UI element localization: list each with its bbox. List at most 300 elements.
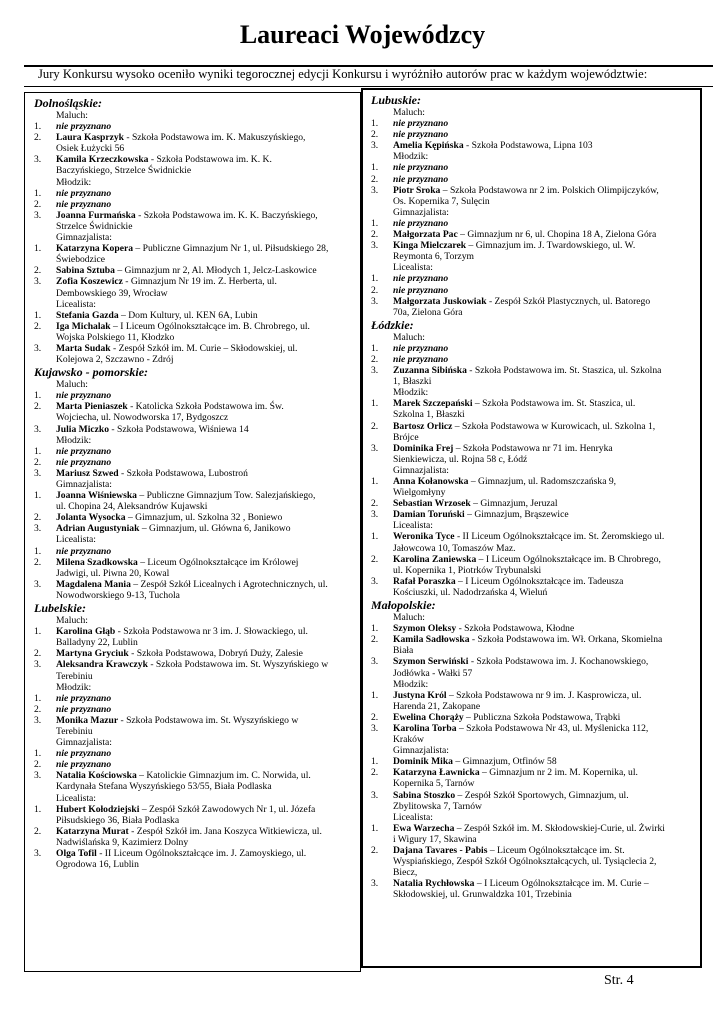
page-number: Str. 4: [604, 973, 634, 988]
entry-text: [393, 354, 696, 365]
entry-number: 1.: [34, 748, 42, 760]
laureate-name: Katarzyna Murat: [56, 825, 129, 837]
entry-text: [56, 424, 356, 435]
entry-number: 3.: [371, 442, 379, 454]
laureate-entry: [371, 296, 696, 318]
entry-number: 1.: [34, 390, 42, 402]
school-info: – Zespół Szkół Licealnych i Agrotechnicznych, ul.: [130, 578, 328, 590]
entry-text: [393, 723, 696, 745]
entry-number: 3.: [371, 184, 379, 196]
region-heading: Kujawsko - pomorskie:: [34, 365, 149, 380]
laureate-entry: [34, 446, 356, 457]
entry-number: 2.: [34, 320, 42, 332]
school-info: – Publiczna Szkoła Podstawowa, Trąbki: [463, 711, 621, 723]
category-label: Licealista:: [393, 811, 433, 823]
entry-text: [393, 365, 696, 387]
entry-text: [56, 626, 356, 648]
laureate-entry: [371, 498, 696, 509]
entry-number: 2.: [371, 173, 379, 185]
entry-number: 2.: [371, 284, 379, 296]
laureate-entry: [371, 229, 696, 240]
school-info: - Szkoła Podstawowa im. St. Staszica, ul. Szkolna: [466, 365, 662, 377]
laureate-entry: [371, 365, 696, 387]
entry-number: 3.: [371, 789, 379, 801]
laureate-entry: [34, 276, 356, 298]
school-info: - Szkoła Podstawowa im. K. Makuszyńskiego,: [123, 132, 306, 144]
not-awarded: nie przyznano: [56, 187, 112, 199]
school-address: Wyspiańskiego, Zespół Szkół Ogólnokształcących, ul. Tysiąclecia 2,: [393, 856, 657, 868]
entry-number: 3.: [34, 342, 42, 354]
school-info: – Gimnazjum nr 2, Al. Młodych 1, Jelcz-Laskowice: [114, 265, 317, 277]
category-label: Młodzik:: [393, 151, 429, 163]
school-address: ul. Kopernika 1, Piotrków Trybunalski: [393, 564, 542, 576]
category-label: Maluch:: [393, 331, 425, 343]
laureate-entry: [34, 132, 356, 154]
school-info: – I Liceum Ogólnokształcące im. Tadeusza: [455, 575, 624, 587]
not-awarded: nie przyznano: [56, 390, 112, 402]
school-info: – Dom Kultury, ul. KEN 6A, Lubin: [118, 309, 258, 321]
entry-text: [393, 790, 696, 812]
school-address: Wojska Polskiego 11, Kłodzko: [56, 331, 175, 343]
laureate-name: Bartosz Orlicz: [393, 420, 453, 432]
laureate-entry: [34, 659, 356, 681]
category-label: Maluch:: [56, 110, 88, 121]
entry-text: [393, 656, 696, 678]
laureate-entry: [34, 748, 356, 759]
school-info: - Szkoła Podstawowa nr 3 im. J. Słowackiego, ul.: [115, 626, 308, 638]
entry-number: 1.: [371, 162, 379, 174]
laureate-entry: [34, 321, 356, 343]
school-info: – Szkoła Podstawowa nr 2 im. Polskich Olimpijczyków,: [440, 184, 659, 196]
entry-text: [393, 623, 696, 634]
entry-text: [56, 343, 356, 365]
category-label: Młodzik:: [56, 681, 92, 693]
school-info: - Szkoła Podstawowa im. K. K. Baczyńskiego,: [135, 209, 318, 221]
entry-number: 3.: [34, 423, 42, 435]
school-address: Os. Kopernika 7, Sulęcin: [393, 195, 490, 207]
laureate-name: Aleksandra Krawczyk: [56, 659, 148, 671]
laureate-entry: [34, 826, 356, 848]
entry-text: [56, 210, 356, 232]
entry-number: 1.: [371, 531, 379, 543]
entry-number: 1.: [371, 217, 379, 229]
laureate-name: Olga Tofil: [56, 848, 97, 859]
school-address: Strzelce Świdnickie: [56, 220, 133, 232]
region-heading: Lubelskie:: [34, 601, 86, 616]
laureate-name: Damian Toruński: [393, 509, 465, 521]
entry-text: [393, 756, 696, 767]
laureate-name: Mariusz Szwed: [56, 467, 119, 479]
laureate-name: Rafał Poraszka: [393, 575, 456, 587]
entry-number: 1.: [34, 187, 42, 199]
entry-text: [393, 218, 696, 229]
school-address: Świebodzice: [56, 254, 106, 266]
entry-number: 1.: [371, 689, 379, 701]
category-label: Licealista:: [393, 262, 433, 274]
laureate-entry: [371, 845, 696, 878]
intro-divider: [24, 86, 713, 87]
category-label: Gimnazjalista:: [393, 464, 449, 476]
entry-text: [56, 557, 356, 579]
school-info: – Publiczne Gimnazjum Tow. Salezjańskiego,: [136, 490, 316, 502]
category-label: Maluch:: [56, 379, 88, 391]
laureate-name: Sabina Stoszko: [393, 789, 456, 801]
school-info: – Katolickie Gimnazjum im. C. Norwida, ul.: [136, 770, 311, 782]
right-column: [361, 88, 702, 968]
category-label: Gimnazjalista:: [56, 737, 112, 749]
laureate-name: Dajana Tavares - Pabis: [393, 845, 488, 856]
laureate-name: Piotr Sroka: [393, 184, 441, 196]
category-label: Licealista:: [393, 520, 433, 532]
entry-text: [393, 509, 696, 520]
entry-text: [393, 273, 696, 284]
entry-text: [393, 174, 696, 185]
laureate-entry: [34, 343, 356, 365]
school-address: Piłsudskiego 36, Biała Podlaska: [56, 814, 180, 826]
entry-text: [56, 523, 356, 534]
entry-number: 1.: [371, 273, 379, 285]
school-info: – Gimnazjum, ul. Szkolna 32 , Boniewo: [125, 512, 283, 524]
laureate-entry: [34, 188, 356, 199]
school-info: – Liceum Ogólnokształcące im. St.: [487, 845, 625, 856]
laureate-name: Hubert Kołodziejski: [56, 803, 140, 815]
school-info: – I Liceum Ogólnokształcące im. B. Chrobrego, ul.: [110, 320, 310, 332]
school-address: i Wigury 17, Skawina: [393, 833, 477, 845]
region-heading: Łódzkie:: [371, 317, 414, 332]
laureate-name: Adrian Augustyniak: [56, 523, 140, 535]
entry-text: [393, 129, 696, 140]
region-heading: Małopolskie:: [371, 598, 436, 613]
entry-text: [56, 826, 356, 848]
entry-number: 3.: [34, 848, 42, 859]
entry-number: 2.: [371, 353, 379, 365]
entry-text: [393, 823, 696, 845]
laureate-name: Dominika Frej: [393, 442, 454, 454]
entry-number: 2.: [371, 129, 379, 141]
school-info: - Zespół Szkół im. Jana Koszyca Witkiewicza, ul.: [128, 825, 322, 837]
left-column: [24, 92, 361, 972]
laureate-entry: [371, 354, 696, 365]
laureate-name: Zuzanna Sibińska: [393, 365, 467, 377]
entry-text: [56, 321, 356, 343]
school-info: – I Liceum Ogólnokształcące im. B Chrobrego,: [476, 553, 661, 565]
entry-text: [393, 343, 696, 354]
entry-text: [393, 285, 696, 296]
laureate-name: Weronika Tyce: [393, 531, 455, 543]
school-address: Brójce: [393, 431, 419, 443]
entry-text: [56, 188, 356, 199]
entry-number: 1.: [371, 118, 379, 130]
entry-number: 3.: [34, 578, 42, 590]
school-info: - Szkoła Podstawowa im. J. Kochanowskiego,: [468, 656, 649, 668]
school-info: – Publiczne Gimnazjum Nr 1, ul. Piłsudskiego 28,: [133, 243, 329, 255]
entry-text: [56, 199, 356, 210]
laureate-entry: [34, 715, 356, 737]
school-address: Kolejowa 2, Szczawno - Zdrój: [56, 354, 174, 366]
entry-text: [56, 848, 356, 870]
laureate-entry: [371, 712, 696, 723]
entry-text: [56, 276, 356, 298]
entry-number: 3.: [371, 140, 379, 152]
not-awarded: nie przyznano: [56, 121, 112, 133]
intro-text: Jury Konkursu wysoko oceniło wyniki tegorocznej edycji Konkursu i wyróżniło autorów prac w każdym województwie:: [38, 67, 648, 81]
school-address: Wielgomłyny: [393, 487, 446, 499]
laureate-entry: [34, 310, 356, 321]
school-address: Terebiniu: [56, 670, 93, 682]
laureate-entry: [34, 770, 356, 792]
category-label: Gimnazjalista:: [393, 745, 449, 757]
entry-number: 1.: [34, 692, 42, 704]
not-awarded: nie przyznano: [393, 118, 449, 130]
entry-text: [393, 634, 696, 656]
entry-text: [393, 554, 696, 576]
laureate-entry: [371, 218, 696, 229]
entry-number: 2.: [34, 456, 42, 468]
entry-text: [56, 390, 356, 401]
laureate-entry: [371, 531, 696, 553]
school-info: – Szkoła Podstawowa w Kurowicach, ul. Szkolna 1,: [452, 420, 656, 432]
not-awarded: nie przyznano: [393, 173, 449, 185]
laureate-name: Katarzyna Kopera: [56, 243, 134, 255]
entry-text: [56, 457, 356, 468]
entry-text: [56, 715, 356, 737]
laureate-entry: [371, 174, 696, 185]
entry-text: [56, 546, 356, 557]
laureate-name: Magdalena Mania: [56, 578, 131, 590]
entry-number: 2.: [371, 767, 379, 779]
entry-number: 3.: [34, 209, 42, 221]
laureate-entry: [371, 398, 696, 420]
school-address: Kościuszki, ul. Nadodrzańska 4, Wieluń: [393, 586, 548, 598]
not-awarded: nie przyznano: [393, 342, 449, 354]
laureate-entry: [34, 626, 356, 648]
laureate-entry: [371, 756, 696, 767]
entry-text: [393, 421, 696, 443]
laureate-entry: [371, 656, 696, 678]
entry-text: [56, 154, 356, 176]
school-info: - Szkoła Podstawowa, Lipna 103: [463, 140, 593, 152]
laureate-name: Ewelina Chorąży: [393, 711, 464, 723]
entry-number: 1.: [34, 626, 42, 638]
category-label: Młodzik:: [393, 678, 429, 690]
entry-number: 1.: [371, 822, 379, 834]
laureate-name: Natalia Kościowska: [56, 770, 137, 782]
laureate-name: Sebastian Wrzosek: [393, 498, 471, 510]
entry-number: 3.: [34, 276, 42, 288]
entry-number: 2.: [371, 711, 379, 723]
not-awarded: nie przyznano: [393, 284, 449, 296]
entry-text: [393, 185, 696, 207]
school-info: – Liceum Ogólnokształcące im Królowej: [137, 556, 299, 568]
entry-text: [393, 140, 696, 151]
school-info: – Zespół Szkół Sportowych, Gimnazjum, ul.: [455, 789, 629, 801]
school-info: – Gimnazjum, ul. Główna 6, Janikowo: [139, 523, 291, 535]
laureate-name: Ewa Warzecha: [393, 822, 455, 834]
school-info: – Zespół Szkół Zawodowych Nr 1, ul. Józefa: [139, 803, 316, 815]
laureate-entry: [34, 243, 356, 265]
entry-text: [393, 398, 696, 420]
laureate-entry: [34, 121, 356, 132]
laureate-entry: [371, 576, 696, 598]
school-address: Harenda 21, Zakopane: [393, 700, 481, 712]
not-awarded: nie przyznano: [393, 353, 449, 365]
laureate-entry: [371, 185, 696, 207]
laureate-name: Karolina Zaniewska: [393, 553, 477, 565]
entry-number: 3.: [371, 722, 379, 734]
laureate-entry: [34, 390, 356, 401]
laureate-name: Marta Sudak: [56, 342, 111, 354]
entry-text: [393, 498, 696, 509]
entry-number: 2.: [34, 198, 42, 210]
entry-text: [56, 132, 356, 154]
category-label: Maluch:: [393, 107, 425, 118]
entry-number: 1.: [34, 803, 42, 815]
school-info: - Szkoła Podstawowa, Kłodne: [456, 623, 575, 635]
laureate-entry: [371, 240, 696, 262]
entry-text: [56, 490, 356, 512]
laureate-name: Małgorzata Juskowiak: [393, 295, 487, 307]
entry-text: [393, 229, 696, 240]
entry-text: [56, 310, 356, 321]
entry-number: 3.: [371, 509, 379, 521]
entry-text: [393, 878, 696, 900]
entry-number: 1.: [34, 490, 42, 502]
entry-number: 3.: [34, 467, 42, 479]
entry-number: 2.: [371, 420, 379, 432]
category-label: Młodzik:: [56, 176, 92, 188]
entry-number: 2.: [371, 845, 379, 856]
school-info: - Szkoła Podstawowa im. K. K.: [148, 154, 272, 166]
entry-number: 2.: [34, 512, 42, 524]
school-info: – Szkoła Podstawowa Nr 43, ul. Myślenicka 112,: [456, 722, 649, 734]
not-awarded: nie przyznano: [56, 759, 112, 771]
laureate-entry: [34, 648, 356, 659]
laureate-name: Dominik Mika: [393, 756, 453, 768]
entry-text: [56, 659, 356, 681]
school-address: Jodłówka - Wałki 57: [393, 667, 473, 679]
laureate-name: Małgorzata Pac: [393, 229, 458, 241]
school-address: Szkolna 1, Błaszki: [393, 409, 465, 421]
entry-text: [393, 531, 696, 553]
entry-text: [393, 712, 696, 723]
laureate-entry: [34, 804, 356, 826]
laureate-entry: [371, 878, 696, 900]
laureate-entry: [371, 823, 696, 845]
laureate-entry: [371, 285, 696, 296]
school-address: Osiek Łużycki 56: [56, 143, 125, 155]
laureate-name: Katarzyna Ławnicka: [393, 767, 480, 779]
laureate-entry: [34, 490, 356, 512]
entry-number: 2.: [371, 498, 379, 510]
entry-number: 3.: [371, 878, 379, 890]
laureate-entry: [34, 704, 356, 715]
laureate-name: Amelia Kępińska: [393, 140, 464, 152]
school-info: - Szkoła Podstawowa im. Wł. Orkana, Skomielna: [469, 634, 663, 646]
laureate-entry: [371, 129, 696, 140]
category-label: Gimnazjalista:: [56, 479, 112, 490]
category-label: Młodzik:: [56, 434, 92, 446]
laureate-name: Kamila Krzeczkowska: [56, 154, 149, 166]
laureate-entry: [34, 154, 356, 176]
entry-text: [56, 704, 356, 715]
entry-text: [393, 240, 696, 262]
school-address: 1, Błaszki: [393, 376, 432, 388]
laureate-name: Szymon Oleksy: [393, 623, 457, 635]
not-awarded: nie przyznano: [56, 692, 112, 704]
entry-number: 1.: [34, 121, 42, 133]
laureate-name: Martyna Gryciuk: [56, 648, 129, 660]
entry-text: [393, 845, 696, 878]
school-address: Kardynała Stefana Wyszyńskiego 53/55, Biała Podlaska: [56, 781, 272, 793]
school-address: Wojciecha, ul. Nowodworska 17, Bydgoszcz: [56, 412, 229, 424]
laureate-name: Kamila Sadłowska: [393, 634, 470, 646]
laureate-entry: [371, 723, 696, 745]
school-address: Sienkiewicza, ul. Rojna 58 c, Łódź: [393, 453, 528, 465]
laureate-entry: [34, 523, 356, 534]
laureate-entry: [34, 693, 356, 704]
laureate-entry: [34, 759, 356, 770]
entry-text: [56, 804, 356, 826]
region-heading: Dolnośląskie:: [34, 96, 103, 110]
laureate-entry: [371, 140, 696, 151]
entry-number: 2.: [34, 703, 42, 715]
entry-number: 3.: [34, 714, 42, 726]
school-address: Nowodworskiego 9-13, Tuchola: [56, 589, 180, 601]
laureate-name: Milena Szadkowska: [56, 556, 138, 568]
entry-number: 3.: [34, 659, 42, 671]
entry-text: [393, 118, 696, 129]
laureate-entry: [34, 557, 356, 579]
school-info: – Gimnazjum, Brąszewice: [464, 509, 569, 521]
laureate-entry: [371, 790, 696, 812]
laureate-entry: [34, 546, 356, 557]
entry-text: [56, 243, 356, 265]
school-info: – Gimnazjum nr 2 im. M. Kopernika, ul.: [479, 767, 638, 779]
school-address: Terebiniu: [56, 725, 93, 737]
laureate-entry: [371, 162, 696, 173]
school-address: Biecz,: [393, 867, 418, 879]
entry-number: 2.: [34, 401, 42, 413]
laureate-entry: [34, 401, 356, 423]
laureate-entry: [34, 199, 356, 210]
laureate-name: Iga Michalak: [56, 320, 111, 332]
laureate-name: Justyna Król: [393, 689, 447, 701]
entry-text: [56, 748, 356, 759]
school-address: Dembowskiego 39, Wrocław: [56, 287, 168, 299]
laureate-entry: [371, 690, 696, 712]
school-info: – Szkoła Podstawowa nr 71 im. Henryka: [453, 442, 613, 454]
school-info: - II Liceum Ogólnokształcące im. St. Żeromskiego ul.: [454, 531, 665, 543]
entry-number: 2.: [34, 556, 42, 568]
school-address: Ogrodowa 16, Lublin: [56, 859, 139, 871]
entry-number: 3.: [371, 240, 379, 252]
entry-text: [56, 265, 356, 276]
entry-number: 3.: [34, 770, 42, 782]
entry-number: 2.: [371, 229, 379, 241]
school-address: Kraków: [393, 734, 424, 746]
laureate-name: Marek Szczepański: [393, 398, 473, 410]
laureate-name: Karolina Głąb: [56, 626, 116, 638]
entry-number: 1.: [34, 545, 42, 557]
entry-number: 3.: [34, 154, 42, 166]
category-label: Młodzik:: [393, 387, 429, 399]
school-info: – I Liceum Ogólnokształcące im. M. Curie –: [474, 878, 649, 890]
school-info: – Gimnazjum, Otfinów 58: [452, 756, 557, 768]
school-address: Kopernika 5, Tarnów: [393, 778, 475, 790]
entry-text: [393, 443, 696, 465]
laureate-entry: [371, 623, 696, 634]
region-heading: Lubuskie:: [371, 93, 422, 107]
